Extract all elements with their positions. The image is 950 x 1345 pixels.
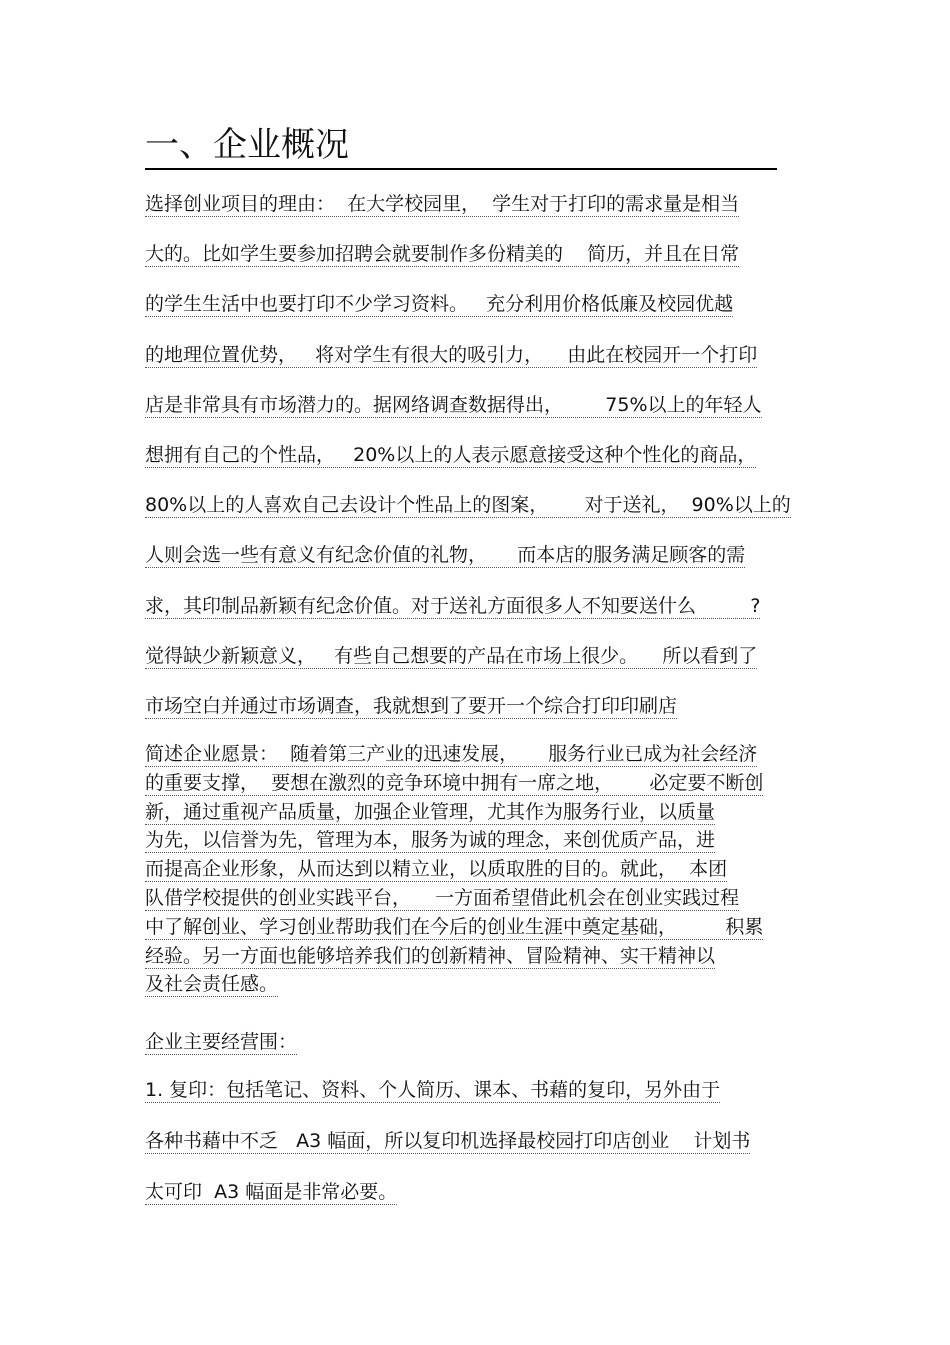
text-line: 新，通过重视产品质量，加强企业管理，尤其作为服务行业，以质量 <box>145 800 716 823</box>
text-line: 为先，以信誉为先，管理为本，服务为诚的理念，来创优质产品，进 <box>145 829 716 852</box>
text-line: 选择创业项目的理由： 在大学校园里， 学生对于打印的需求量是相当 <box>145 193 740 215</box>
text-line: 队借学校提供的创业实践平台， 一方面希望借此机会在创业实践过程 <box>145 887 740 909</box>
section-heading: 一、企业概况 <box>145 122 777 170</box>
text-line: 的学生生活中也要打印不少学习资料。 充分利用价格低廉及校园优越 <box>145 293 734 316</box>
text-line: 觉得缺少新颖意义， 有些自己想要的产品在市场上很少。 所以看到了 <box>145 644 758 667</box>
text-line: 经验。另一方面也能够培养我们的创新精神、冒险精神、实干精神以 <box>145 944 716 967</box>
text-line: 而提高企业形象，从而达到以精立业，以质取胜的目的。就此， 本团 <box>145 858 728 881</box>
text-line: 1. 复印：包括笔记、资料、个人简历、课本、书藉的复印，另外由于 <box>145 1079 721 1101</box>
text-line: 及社会责任感。 <box>145 973 279 996</box>
text-line: 的重要支撑， 要想在激烈的竞争环境中拥有一席之地， 必定要不断创 <box>145 771 764 794</box>
text-line: 的地理位置优势， 将对学生有很大的吸引力， 由此在校园开一个打印 <box>145 343 758 366</box>
text-line: 太可印 A3 幅面是非常必要。 <box>145 1181 398 1203</box>
text-line: 中了解创业、学习创业帮助我们在今后的创业生涯中奠定基础， 积累 <box>145 915 764 938</box>
text-line: 大的。比如学生要参加招聘会就要制作多份精美的 简历，并且在日常 <box>145 243 740 266</box>
business-scope-title: 企业主要经营围： <box>145 1031 298 1053</box>
text-line: 市场空白并通过市场调查，我就想到了要开一个综合打印印刷店 <box>145 695 678 717</box>
text-line: 80%以上的人喜欢自己去设计个性品上的图案， 对于送礼， 90%以上的 <box>145 494 791 517</box>
text-line: 人则会选一些有意义有纪念价值的礼物， 而本店的服务满足顾客的需 <box>145 544 746 567</box>
text-line: 店是非常具有市场潜力的。据网络调查数据得出， 75%以上的年轻人 <box>145 393 762 416</box>
text-line: 各种书藉中不乏 A3 幅面，所以复印机选择最校园打印店创业 计划书 <box>145 1130 751 1152</box>
text-line: 求，其印制品新颖有纪念价值。对于送礼方面很多人不知要送什么 ? <box>145 594 761 617</box>
text-line: 想拥有自己的个性品， 20%以上的人表示愿意接受这种个性化的商品， <box>145 444 757 466</box>
text-line: 简述企业愿景： 随着第三产业的迅速发展， 服务行业已成为社会经济 <box>145 743 758 765</box>
